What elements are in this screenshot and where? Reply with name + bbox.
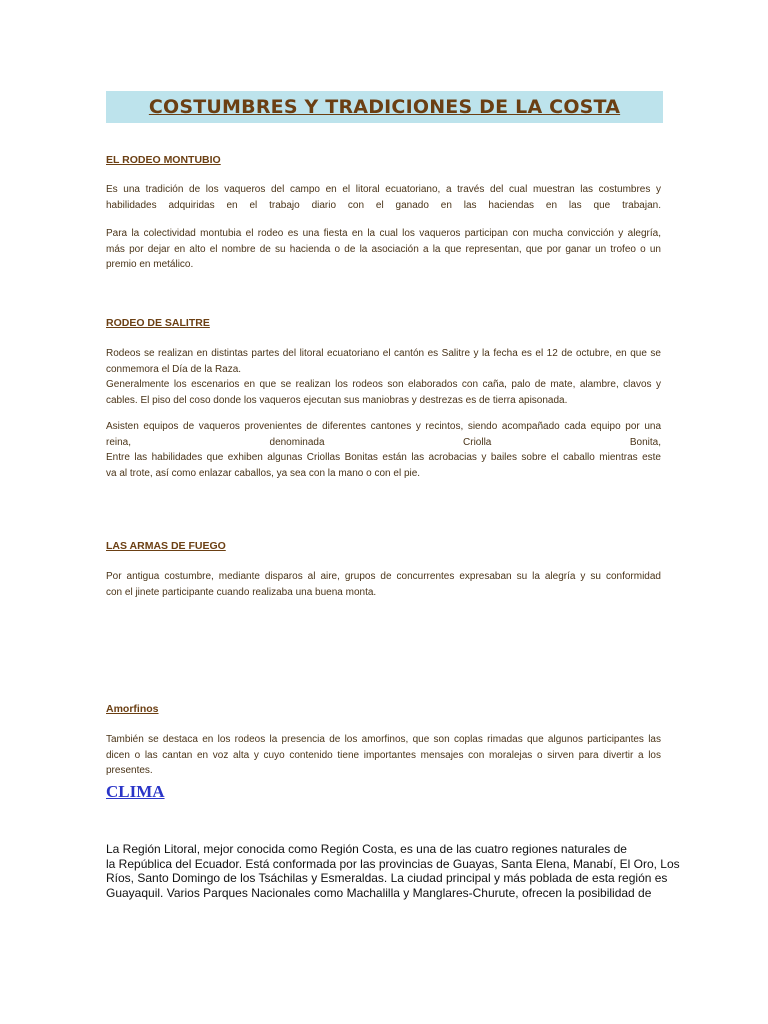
text-line: Por antigua costumbre, mediante disparos al aire, grupos de concurrentes expresaban su la alegría y su conformidad (106, 571, 661, 582)
section-paragraph (106, 569, 661, 600)
clima-paragraph (106, 842, 726, 900)
text-line: premio en metálico. (106, 259, 194, 270)
text-line: Generalmente los escenarios en que se realizan los rodeos son elaborados con caña, palo de mate, alambre, clavos y (106, 379, 661, 390)
text-line: Ríos, Santo Domingo de los Tsáchilas y Esmeraldas. La ciudad principal y más poblada de esta región es (106, 871, 668, 886)
text-line: Para la colectividad montubia el rodeo es una fiesta en la cual los vaqueros participan con mucha convicción y alegría, (106, 228, 661, 239)
text-line: Guayaquil. Varios Parques Nacionales como Machalilla y Manglares-Churute, ofrecen la posibilidad de (106, 885, 652, 900)
text-line: reina, denominada Criolla Bonita, (106, 436, 661, 448)
text-line: Entre las habilidades que exhiben algunas Criollas Bonitas están las acrobacias y bailes sobre el caballo mientras este (106, 452, 661, 463)
text-line: dicen o las cantan en voz alta y cuyo contenido tiene importantes mensajes con moralejas o sirven para divertir a los (106, 749, 661, 761)
section-heading-rodeo-de-salitre: RODEO DE SALITRE (106, 317, 210, 329)
section-paragraph (106, 419, 661, 481)
text-line: conmemora el Día de la Raza. (106, 363, 242, 375)
text-line: Es una tradición de los vaqueros del campo en el litoral ecuatoriano, a través del cual muestran las costumbres y (106, 184, 661, 195)
section-heading-rodeo-montubio: EL RODEO MONTUBIO (106, 154, 221, 166)
title-banner (106, 91, 663, 123)
text-line: habilidades adquiridas en el trabajo diario con el ganado en las haciendas en las que trabajan. (106, 199, 661, 211)
text-line: presentes. (106, 765, 153, 776)
text-line: cables. El piso del coso donde los vaqueros ejecutan sus maniobras y destrezas es de tierra apisonada. (106, 394, 568, 406)
text-line: La Región Litoral, mejor conocida como Región Costa, es una de las cuatro regiones naturales de (106, 842, 627, 856)
section-paragraph (106, 182, 661, 213)
section-heading-armas-de-fuego: LAS ARMAS DE FUEGO (106, 540, 226, 552)
page-title: COSTUMBRES Y TRADICIONES DE LA COSTA (148, 96, 621, 118)
text-line: la República del Ecuador. Está conformada por las provincias de Guayas, Santa Elena, Manabí, El Oro, Los (106, 856, 680, 871)
text-line: más por dejar en alto el nombre de su hacienda o de la asociación a la que representan, que por ganar un trofeo o un (106, 243, 661, 255)
text-line: va al trote, así como enlazar caballos, ya sea con la mano o con el pie. (106, 467, 421, 479)
text-line: Rodeos se realizan en distintas partes del litoral ecuatoriano el cantón es Salitre y la fecha es el 12 de octubre, en que se (106, 348, 661, 359)
text-line: Asisten equipos de vaqueros provenientes de diferentes cantones y recintos, siendo acompañado cada equipo por una (106, 421, 661, 432)
section-paragraph (106, 226, 661, 273)
section-paragraph (106, 732, 661, 779)
text-line: con el jinete participante cuando realizaba una buena monta. (106, 586, 377, 598)
text-line: También se destaca en los rodeos la presencia de los amorfinos, que son coplas rimadas que algunos participantes las (106, 734, 661, 745)
section-heading-amorfinos: Amorfinos (106, 703, 159, 715)
clima-link[interactable]: CLIMA (106, 782, 165, 801)
section-paragraph (106, 346, 661, 408)
